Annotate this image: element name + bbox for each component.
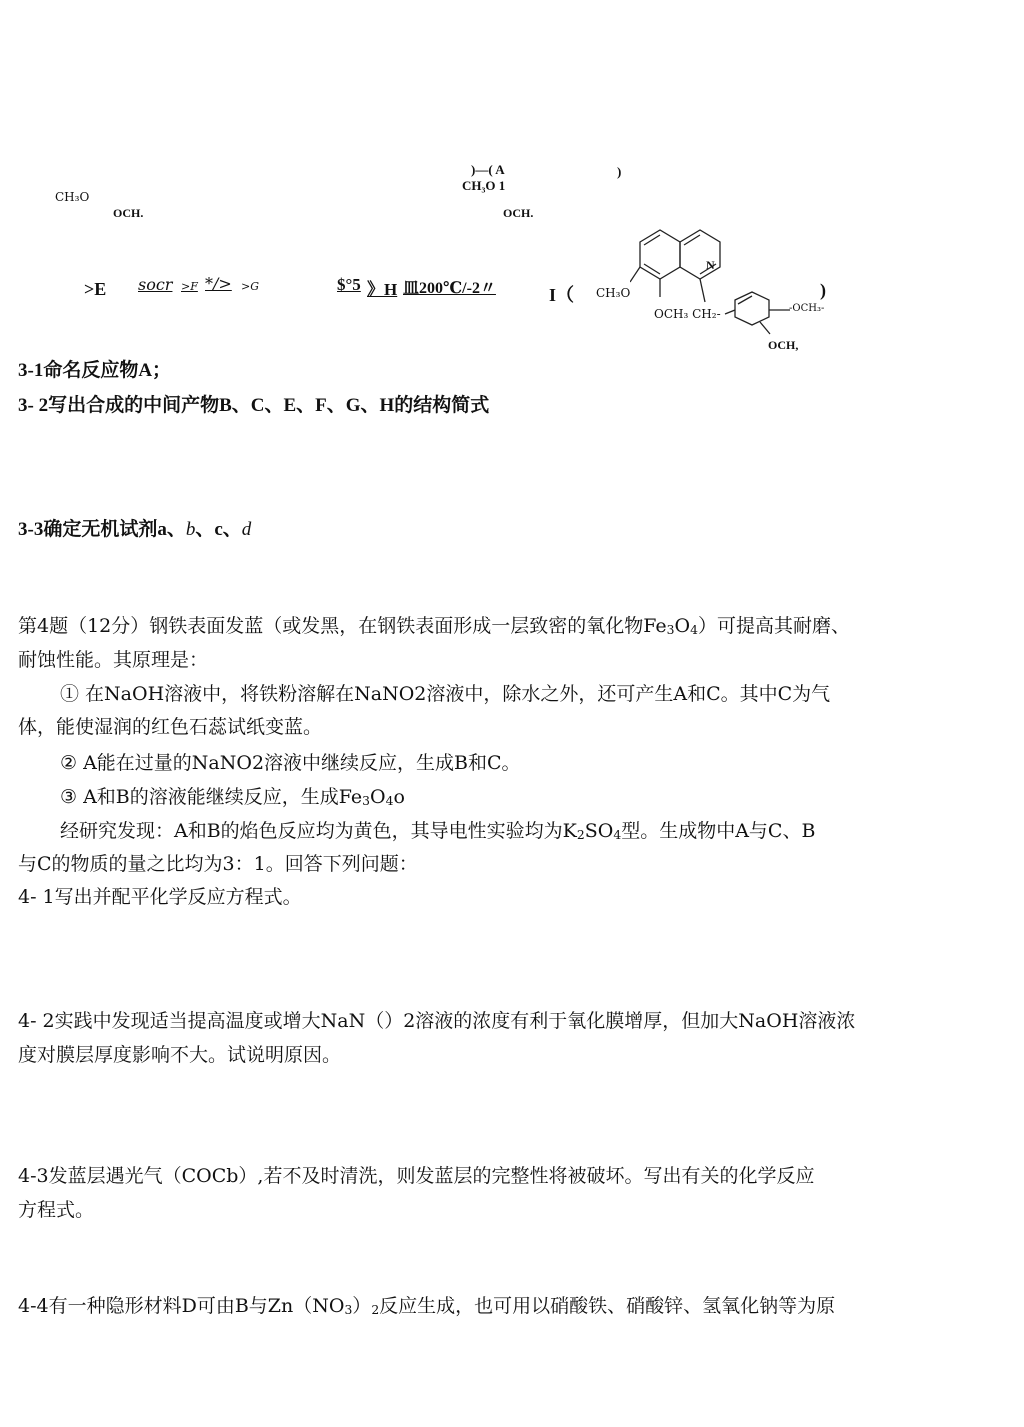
q4-title-text: 第4题（12分）钢铁表面发蓝（或发黑，在钢铁表面形成一层致密的氧化物Fe (18, 615, 667, 637)
q4-point-3 (18, 784, 405, 810)
q4-title-sub2: 4 (690, 623, 698, 637)
q4-title-o: O (674, 615, 691, 637)
struct-och-right: -OCH₃- (789, 303, 825, 314)
q4-4-sub2: 2 (371, 1303, 380, 1317)
scheme-label-top-right: )—( A (471, 162, 505, 177)
scheme-arrow-i: I（ (549, 285, 575, 305)
question-4-1: 4- 1写出并配平化学反应方程式。 (18, 886, 302, 908)
q4-p3-o: O (370, 786, 386, 808)
q4-p4-text: 经研究发现：A和B的焰色反应均为黄色，其导电性实验均为K (60, 820, 577, 842)
question-3-2: 3- 2写出合成的中间产物B、C、E、F、G、H的结构简式 (18, 395, 490, 416)
struct-och3-ch2: OCH₃ CH₂- (654, 307, 721, 321)
question-4-2a: 4- 2实践中发现适当提高温度或增大NaN（）2溶液的浓度有利于氧化膜增厚，但加大NaOH溶液浓 (18, 1010, 856, 1032)
q4-point-1a: ① 在NaOH溶液中，将铁粉溶解在NaNO2溶液中，除水之外，还可产生A和C。其中C为气 (60, 683, 831, 705)
scheme-label-och-mid: OCH. (503, 206, 534, 220)
question-3-1: 3-1命名反应物A； (18, 360, 172, 381)
question-4-3a: 4-3发蓝层遇光气（COCb）,若不及时清洗，则发蓝层的完整性将被破坏。写出有关的化学反应 (18, 1165, 815, 1187)
scheme-label-och-left: OCH. (113, 206, 144, 220)
question-4-3b: 方程式。 (18, 1199, 95, 1221)
scheme-paren-top: ) (617, 164, 622, 179)
scheme-step-h-c: 皿200℃/-2〃 (403, 280, 496, 297)
struct-paren-close: ) (820, 280, 826, 300)
question-4-title (18, 613, 850, 639)
scheme-label-ch3o-left: CH₃O (55, 190, 90, 204)
q4-title-rest: ）可提高其耐磨、 (697, 615, 850, 637)
q4-line-2: 耐蚀性能。其原理是： (18, 649, 209, 671)
scheme-label-ch3o-1: CH₃O 1 (462, 178, 506, 193)
question-3-3 (18, 517, 251, 543)
q4-p4-sub2: 4 (613, 828, 622, 842)
q4-point-1b: 体，能使湿润的红色石蕊试纸变蓝。 (18, 716, 323, 738)
q4-4-paren: ） (352, 1295, 372, 1317)
q4-p3-sub2: 4 (385, 794, 394, 808)
struct-ch3o: CH₃O (596, 286, 631, 300)
scheme-arrow-e: >E (84, 279, 107, 299)
question-3-3-text: 3-3确定无机试剂a、 (18, 519, 186, 540)
question-3-3-d: d (241, 519, 252, 540)
q4-p3-sub1: 3 (362, 794, 371, 808)
q4-point-4 (18, 818, 815, 844)
q4-p3-end: o (393, 786, 405, 808)
scheme-reagent-g: >G (241, 280, 260, 293)
scheme-step-h-a: $°5 (337, 275, 361, 294)
q4-point-2: ② A能在过量的NaNO2溶液中继续反应，生成B和C。 (60, 752, 521, 774)
q4-p4-sub1: 2 (576, 828, 585, 842)
q4-p3-text: ③ A和B的溶液能继续反应，生成Fe (60, 786, 363, 808)
question-3-3-c: 、c、 (195, 519, 242, 540)
q4-title-sub1: 3 (666, 623, 675, 637)
struct-n-label: N (706, 258, 715, 272)
q4-4-rest: 反应生成，也可用以硝酸铁、硝酸锌、氢氧化钠等为原 (379, 1295, 836, 1317)
struct-och-bottom: OCH, (768, 338, 799, 352)
question-3-3-b: b (185, 519, 196, 540)
q4-4-text: 4-4有一种隐形材料D可由B与Zn（NO (18, 1295, 345, 1317)
question-4-2b: 度对膜层厚度影响不大。试说明原因。 (18, 1044, 342, 1066)
scheme-reagent-socr: socr (138, 275, 173, 294)
q4-p4-rest: 型。生成物中A与C、B (621, 820, 816, 842)
q4-4-sub1: 3 (344, 1303, 353, 1317)
question-4-4 (18, 1293, 835, 1319)
scheme-reagent-mid: */> (205, 274, 232, 293)
scheme-reagent-f: >F (181, 280, 198, 293)
q4-p4-so: SO (584, 820, 614, 842)
q4-point-5: 与C的物质的量之比均为3：1。回答下列问题： (18, 853, 418, 875)
scheme-step-h-b: 》H (367, 280, 398, 299)
